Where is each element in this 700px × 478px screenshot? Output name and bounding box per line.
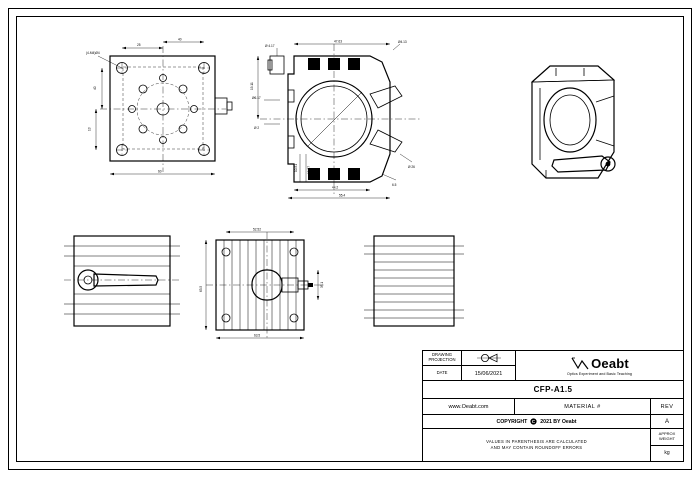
copyright-cell xyxy=(423,415,651,428)
projection-symbol xyxy=(462,351,515,365)
view-section xyxy=(250,34,430,204)
svg-text:Ø 4.17: Ø 4.17 xyxy=(265,44,275,48)
svg-text:Ø 26: Ø 26 xyxy=(408,165,415,169)
date-value: 15/06/2021 xyxy=(474,370,503,377)
title-block-row-projection xyxy=(423,351,683,381)
svg-text:C: C xyxy=(532,419,536,425)
projection-label xyxy=(423,351,462,365)
view-front-plate xyxy=(88,34,238,184)
svg-text:40: 40 xyxy=(178,37,182,42)
copyright-owner: 2021 BY Oeabt xyxy=(540,418,577,425)
logo-tagline: Optics Experiment and Basic Teaching xyxy=(566,371,633,376)
svg-text:44.2: 44.2 xyxy=(332,185,339,190)
approx-weight-cell xyxy=(651,429,683,461)
rev-value: A xyxy=(664,418,669,425)
title-block-row-partnumber xyxy=(423,381,683,399)
title-block-row-copyright xyxy=(423,415,683,429)
svg-text:60: 60 xyxy=(158,169,162,174)
logo-mark-icon xyxy=(570,356,590,371)
company-logo xyxy=(516,351,683,380)
website-link[interactable]: www.Oeabt.com xyxy=(423,399,515,414)
svg-text:25: 25 xyxy=(137,43,141,47)
svg-text:19.11: 19.11 xyxy=(250,82,254,90)
svg-text:10.51: 10.51 xyxy=(294,164,298,172)
svg-text:63.5: 63.5 xyxy=(254,333,261,338)
svg-text:13.77: 13.77 xyxy=(307,166,311,174)
svg-text:6.5: 6.5 xyxy=(392,183,397,187)
svg-text:13: 13 xyxy=(87,127,92,131)
note-line-1: VALUES IN PARENTHESIS ARE CALCULATED xyxy=(486,438,587,444)
copyright-icon xyxy=(530,418,537,425)
svg-text:(4-M4)Ø4: (4-M4)Ø4 xyxy=(86,51,100,55)
approx-weight-label-line2: WEIGHT xyxy=(658,435,675,441)
svg-text:Ø 2: Ø 2 xyxy=(254,126,260,130)
view-isometric xyxy=(510,52,640,202)
note-line-2: AND MAY CONTAIN ROUNDOFF ERRORS xyxy=(490,445,583,450)
rev-label: REV xyxy=(660,403,674,410)
svg-text:38.1: 38.1 xyxy=(320,281,324,288)
svg-text:47.63: 47.63 xyxy=(334,39,342,44)
date-label: DATE xyxy=(423,366,462,381)
tolerance-note xyxy=(423,429,651,461)
logo-wordmark: Oeabt xyxy=(591,355,629,371)
svg-text:63.5: 63.5 xyxy=(199,285,203,292)
copyright-label: COPYRIGHT xyxy=(496,418,528,425)
view-left-side xyxy=(60,228,185,338)
approx-weight-value: kg xyxy=(664,450,670,457)
view-right-side xyxy=(360,228,470,338)
material-label: MATERIAL # xyxy=(515,399,651,414)
view-bottom xyxy=(196,222,346,342)
svg-text:55.4: 55.4 xyxy=(339,193,346,198)
svg-text:40: 40 xyxy=(93,86,97,90)
svg-text:52.52: 52.52 xyxy=(253,227,261,232)
approx-weight-label-line1: APPROX xyxy=(658,431,676,437)
svg-text:Ø4.13: Ø4.13 xyxy=(398,40,407,44)
projection-label-line2: PROJECTION xyxy=(428,357,456,362)
title-block-row-notes xyxy=(423,429,683,461)
part-number: CFP-A1.5 xyxy=(533,385,573,394)
approx-weight-label xyxy=(651,429,683,446)
svg-text:Ø6.17: Ø6.17 xyxy=(252,96,261,100)
title-block xyxy=(422,350,684,462)
title-block-row-material xyxy=(423,399,683,415)
projection-label-line1: DRAWING xyxy=(431,352,453,358)
